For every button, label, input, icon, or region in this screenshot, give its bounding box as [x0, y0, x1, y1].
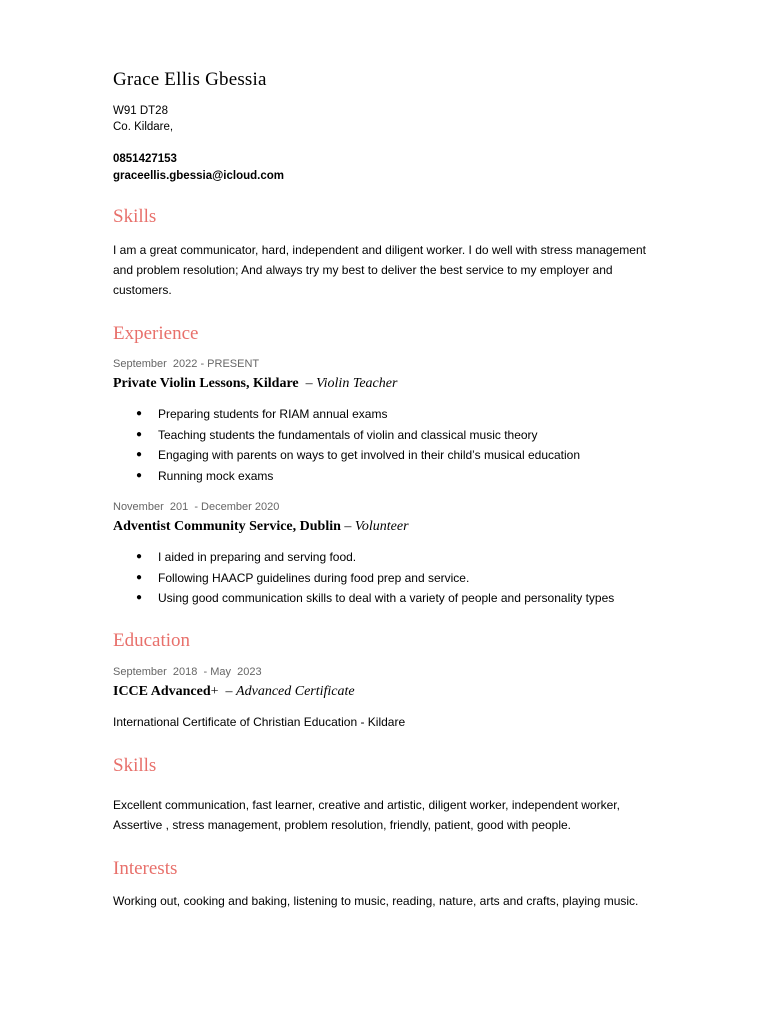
bullet-icon: ●: [136, 592, 143, 603]
email-address: graceellis.gbessia@icloud.com: [113, 170, 285, 182]
section-heading-education: Education: [113, 630, 191, 651]
list-item: [113, 547, 614, 568]
candidate-name: Grace Ellis Gbessia: [113, 69, 267, 90]
education-role: Advanced Certificate: [236, 684, 355, 699]
job-2-role: Volunteer: [354, 519, 409, 534]
list-item: [113, 425, 580, 446]
job-2-dates: November 201 - December 2020: [113, 501, 280, 513]
education-description: International Certificate of Christian Education - Kildare: [113, 715, 406, 729]
job-1-title: [113, 376, 397, 392]
section-heading-interests: Interests: [113, 858, 178, 879]
bullet-text: Teaching students the fundamentals of violin and classical music theory: [158, 427, 538, 442]
education-separator: –: [222, 684, 237, 699]
list-item: [113, 445, 580, 466]
job-2-bullets: [113, 547, 614, 609]
bullet-text: I aided in preparing and serving food.: [158, 550, 357, 564]
bullet-text: Following HAACP guidelines during food prep and service.: [158, 570, 470, 585]
list-item: [113, 588, 614, 609]
job-2-org: Adventist Community Service, Dublin: [113, 519, 341, 534]
address-line-1: W91 DT28: [113, 105, 168, 117]
bullet-text: Using good communication skills to deal with a variety of people and personality types: [158, 591, 615, 605]
phone-number: 0851427153: [113, 153, 177, 165]
job-1-dates: September 2022 - PRESENT: [113, 358, 260, 370]
skills-summary-text: I am a great communicator, hard, independent and diligent worker. I do well with stress management and problem resolution; And always try my best to deliver the best service to my employer and customers.: [113, 243, 646, 297]
education-org: ICCE Advanced: [113, 684, 211, 699]
job-1-role: Violin Teacher: [316, 376, 398, 391]
section-heading-experience: Experience: [113, 323, 199, 344]
bullet-icon: ●: [136, 449, 143, 460]
bullet-text: Preparing students for RIAM annual exams: [158, 407, 388, 421]
bullet-icon: ●: [136, 428, 143, 440]
bullet-icon: ●: [136, 469, 143, 481]
job-2-title: [113, 519, 409, 535]
list-item: [113, 404, 580, 425]
education-title: [113, 684, 355, 700]
bullet-icon: ●: [136, 571, 143, 583]
address-line-2: Co. Kildare,: [113, 121, 174, 133]
job-1-org: Private Violin Lessons, Kildare: [113, 376, 303, 391]
education-dates: September 2018 - May 2023: [113, 666, 262, 678]
bullet-icon: ●: [136, 551, 143, 562]
job-1-separator: –: [302, 376, 317, 391]
skills-list-text: Excellent communication, fast learner, creative and artistic, diligent worker, independent worker, Assertive , stress management, problem resolution, friendly, patient, good with people.: [113, 798, 620, 832]
job-2-separator: –: [340, 519, 355, 534]
section-heading-skills-summary: Skills: [113, 206, 157, 227]
bullet-icon: ●: [136, 408, 143, 419]
education-plus: +: [210, 684, 223, 699]
list-item: [113, 568, 614, 589]
job-1-bullets: [113, 404, 580, 486]
section-heading-skills-list: Skills: [113, 755, 157, 776]
bullet-text: Engaging with parents on ways to get involved in their child’s musical education: [158, 448, 581, 462]
bullet-text: Running mock exams: [158, 468, 274, 483]
interests-text: Working out, cooking and baking, listening to music, reading, nature, arts and crafts, playing music.: [113, 894, 639, 908]
list-item: [113, 466, 580, 487]
